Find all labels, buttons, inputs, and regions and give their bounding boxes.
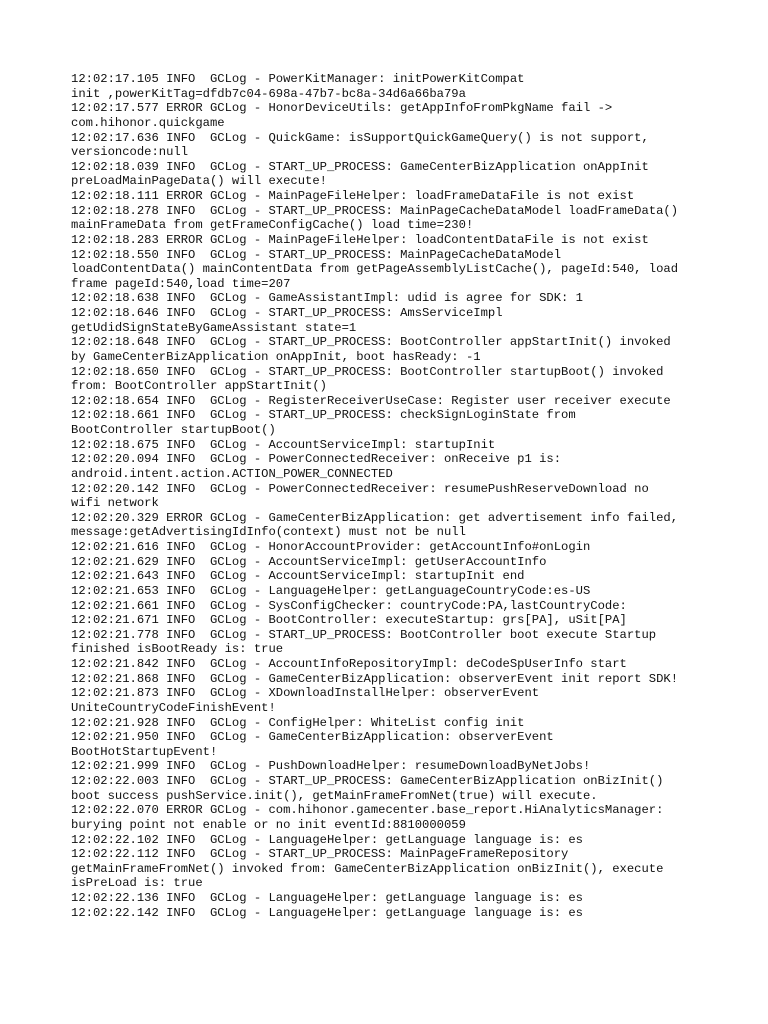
log-line: 12:02:21.778 INFO GCLog - START_UP_PROCESS: BootController boot execute Startup [71, 627, 657, 642]
log-line: 12:02:21.671 INFO GCLog - BootController: executeStartup: grs[PA], uSit[PA] [71, 613, 627, 628]
log-line: 12:02:21.643 INFO GCLog - AccountServiceImpl: startupInit end [71, 569, 525, 584]
log-line: 12:02:22.102 INFO GCLog - LanguageHelper: getLanguage language is: es [71, 832, 583, 847]
log-line: message:getAdvertisingIdInfo(context) must not be null [71, 525, 466, 540]
log-line: 12:02:21.653 INFO GCLog - LanguageHelper: getLanguageCountryCode:es-US [71, 583, 591, 598]
log-line: 12:02:22.112 INFO GCLog - START_UP_PROCESS: MainPageFrameRepository [71, 847, 569, 862]
log-line: 12:02:21.999 INFO GCLog - PushDownloadHelper: resumeDownloadByNetJobs! [71, 759, 591, 774]
log-line: by GameCenterBizApplication onAppInit, boot hasReady: -1 [71, 349, 481, 364]
log-line: BootController startupBoot() [71, 423, 276, 437]
log-line: boot success pushService.init(), getMainFrameFromNet(true) will execute. [71, 788, 598, 803]
log-line: getMainFrameFromNet() invoked from: GameCenterBizApplication onBizInit(), execute [71, 861, 664, 876]
log-line: 12:02:18.039 INFO GCLog - START_UP_PROCESS: GameCenterBizApplication onAppInit [71, 159, 649, 174]
log-line: 12:02:18.638 INFO GCLog - GameAssistantImpl: udid is agree for SDK: 1 [71, 291, 583, 306]
log-line: 12:02:18.646 INFO GCLog - START_UP_PROCESS: AmsServiceImpl [71, 306, 503, 320]
log-line: 12:02:22.136 INFO GCLog - LanguageHelper: getLanguage language is: es [71, 891, 583, 905]
log-line: 12:02:21.842 INFO GCLog - AccountInfoRepositoryImpl: deCodeSpUserInfo start [71, 657, 627, 671]
log-line: wifi network [71, 496, 159, 511]
log-line: from: BootController appStartInit() [71, 379, 327, 394]
log-line: 12:02:21.868 INFO GCLog - GameCenterBizApplication: observerEvent init report SDK! [71, 671, 679, 686]
log-line: isPreLoad is: true [71, 876, 203, 891]
log-line: mainFrameData from getFrameConfigCache() load time=230! [71, 218, 474, 233]
log-line: 12:02:21.629 INFO GCLog - AccountServiceImpl: getUserAccountInfo [71, 554, 547, 569]
log-line: 12:02:18.661 INFO GCLog - START_UP_PROCESS: checkSignLoginState from [71, 408, 576, 423]
log-line: 12:02:22.003 INFO GCLog - START_UP_PROCESS: GameCenterBizApplication onBizInit() [71, 774, 664, 788]
log-line: frame pageId:540,load time=207 [71, 276, 291, 291]
log-line: 12:02:18.550 INFO GCLog - START_UP_PROCESS: MainPageCacheDataModel [71, 247, 562, 262]
log-line: preLoadMainPageData() will execute! [71, 174, 327, 189]
log-text-block [71, 72, 711, 920]
log-line: 12:02:18.650 INFO GCLog - START_UP_PROCESS: BootController startupBoot() invoked [71, 364, 664, 379]
log-line: 12:02:21.661 INFO GCLog - SysConfigChecker: countryCode:PA,lastCountryCode: [71, 598, 627, 613]
log-line: 12:02:17.577 ERROR GCLog - HonorDeviceUtils: getAppInfoFromPkgName fail -> [71, 101, 613, 116]
log-line: getUdidSignStateByGameAssistant state=1 [71, 320, 357, 335]
log-line: 12:02:20.094 INFO GCLog - PowerConnectedReceiver: onReceive p1 is: [71, 452, 562, 467]
log-line: burying point not enable or no init eventId:8810000059 [71, 817, 466, 832]
log-line: 12:02:18.111 ERROR GCLog - MainPageFileHelper: loadFrameDataFile is not exist [71, 189, 635, 203]
log-line: 12:02:17.105 INFO GCLog - PowerKitManager: initPowerKitCompat [71, 72, 525, 86]
log-line: 12:02:21.950 INFO GCLog - GameCenterBizApplication: observerEvent [71, 730, 554, 745]
log-line: 12:02:21.928 INFO GCLog - ConfigHelper: WhiteList config init [71, 715, 525, 730]
log-line: 12:02:22.070 ERROR GCLog - com.hihonor.gamecenter.base_report.HiAnalyticsManager: [71, 803, 664, 818]
log-line: 12:02:18.675 INFO GCLog - AccountServiceImpl: startupInit [71, 437, 496, 452]
log-line: loadContentData() mainContentData from getPageAssemblyListCache(), pageId:540, load [71, 262, 679, 277]
log-line: android.intent.action.ACTION_POWER_CONNECTED [71, 466, 393, 481]
log-line: 12:02:18.283 ERROR GCLog - MainPageFileHelper: loadContentDataFile is not exist [71, 232, 649, 247]
log-line: 12:02:22.142 INFO GCLog - LanguageHelper: getLanguage language is: es [71, 905, 583, 920]
log-line: 12:02:21.616 INFO GCLog - HonorAccountProvider: getAccountInfo#onLogin [71, 540, 591, 554]
log-line: 12:02:18.648 INFO GCLog - START_UP_PROCESS: BootController appStartInit() invoked [71, 335, 671, 350]
log-line: finished isBootReady is: true [71, 642, 284, 657]
log-line: 12:02:21.873 INFO GCLog - XDownloadInstallHelper: observerEvent [71, 686, 540, 701]
log-line: 12:02:17.636 INFO GCLog - QuickGame: isSupportQuickGameQuery() is not support, [71, 130, 649, 145]
log-line: 12:02:18.278 INFO GCLog - START_UP_PROCESS: MainPageCacheDataModel loadFrameData() [71, 203, 679, 218]
log-line: 12:02:20.329 ERROR GCLog - GameCenterBizApplication: get advertisement info failed, [71, 510, 679, 525]
log-line: com.hihonor.quickgame [71, 115, 225, 130]
log-line: 12:02:20.142 INFO GCLog - PowerConnectedReceiver: resumePushReserveDownload no [71, 481, 649, 496]
log-line: init ,powerKitTag=dfdb7c04-698a-47b7-bc8a-34d6a66ba79a [71, 86, 466, 101]
log-line: 12:02:18.654 INFO GCLog - RegisterReceiverUseCase: Register user receiver execute [71, 393, 671, 408]
log-line: UniteCountryCodeFinishEvent! [71, 700, 276, 715]
log-line: BootHotStartupEvent! [71, 744, 218, 759]
log-line: versioncode:null [71, 145, 189, 160]
